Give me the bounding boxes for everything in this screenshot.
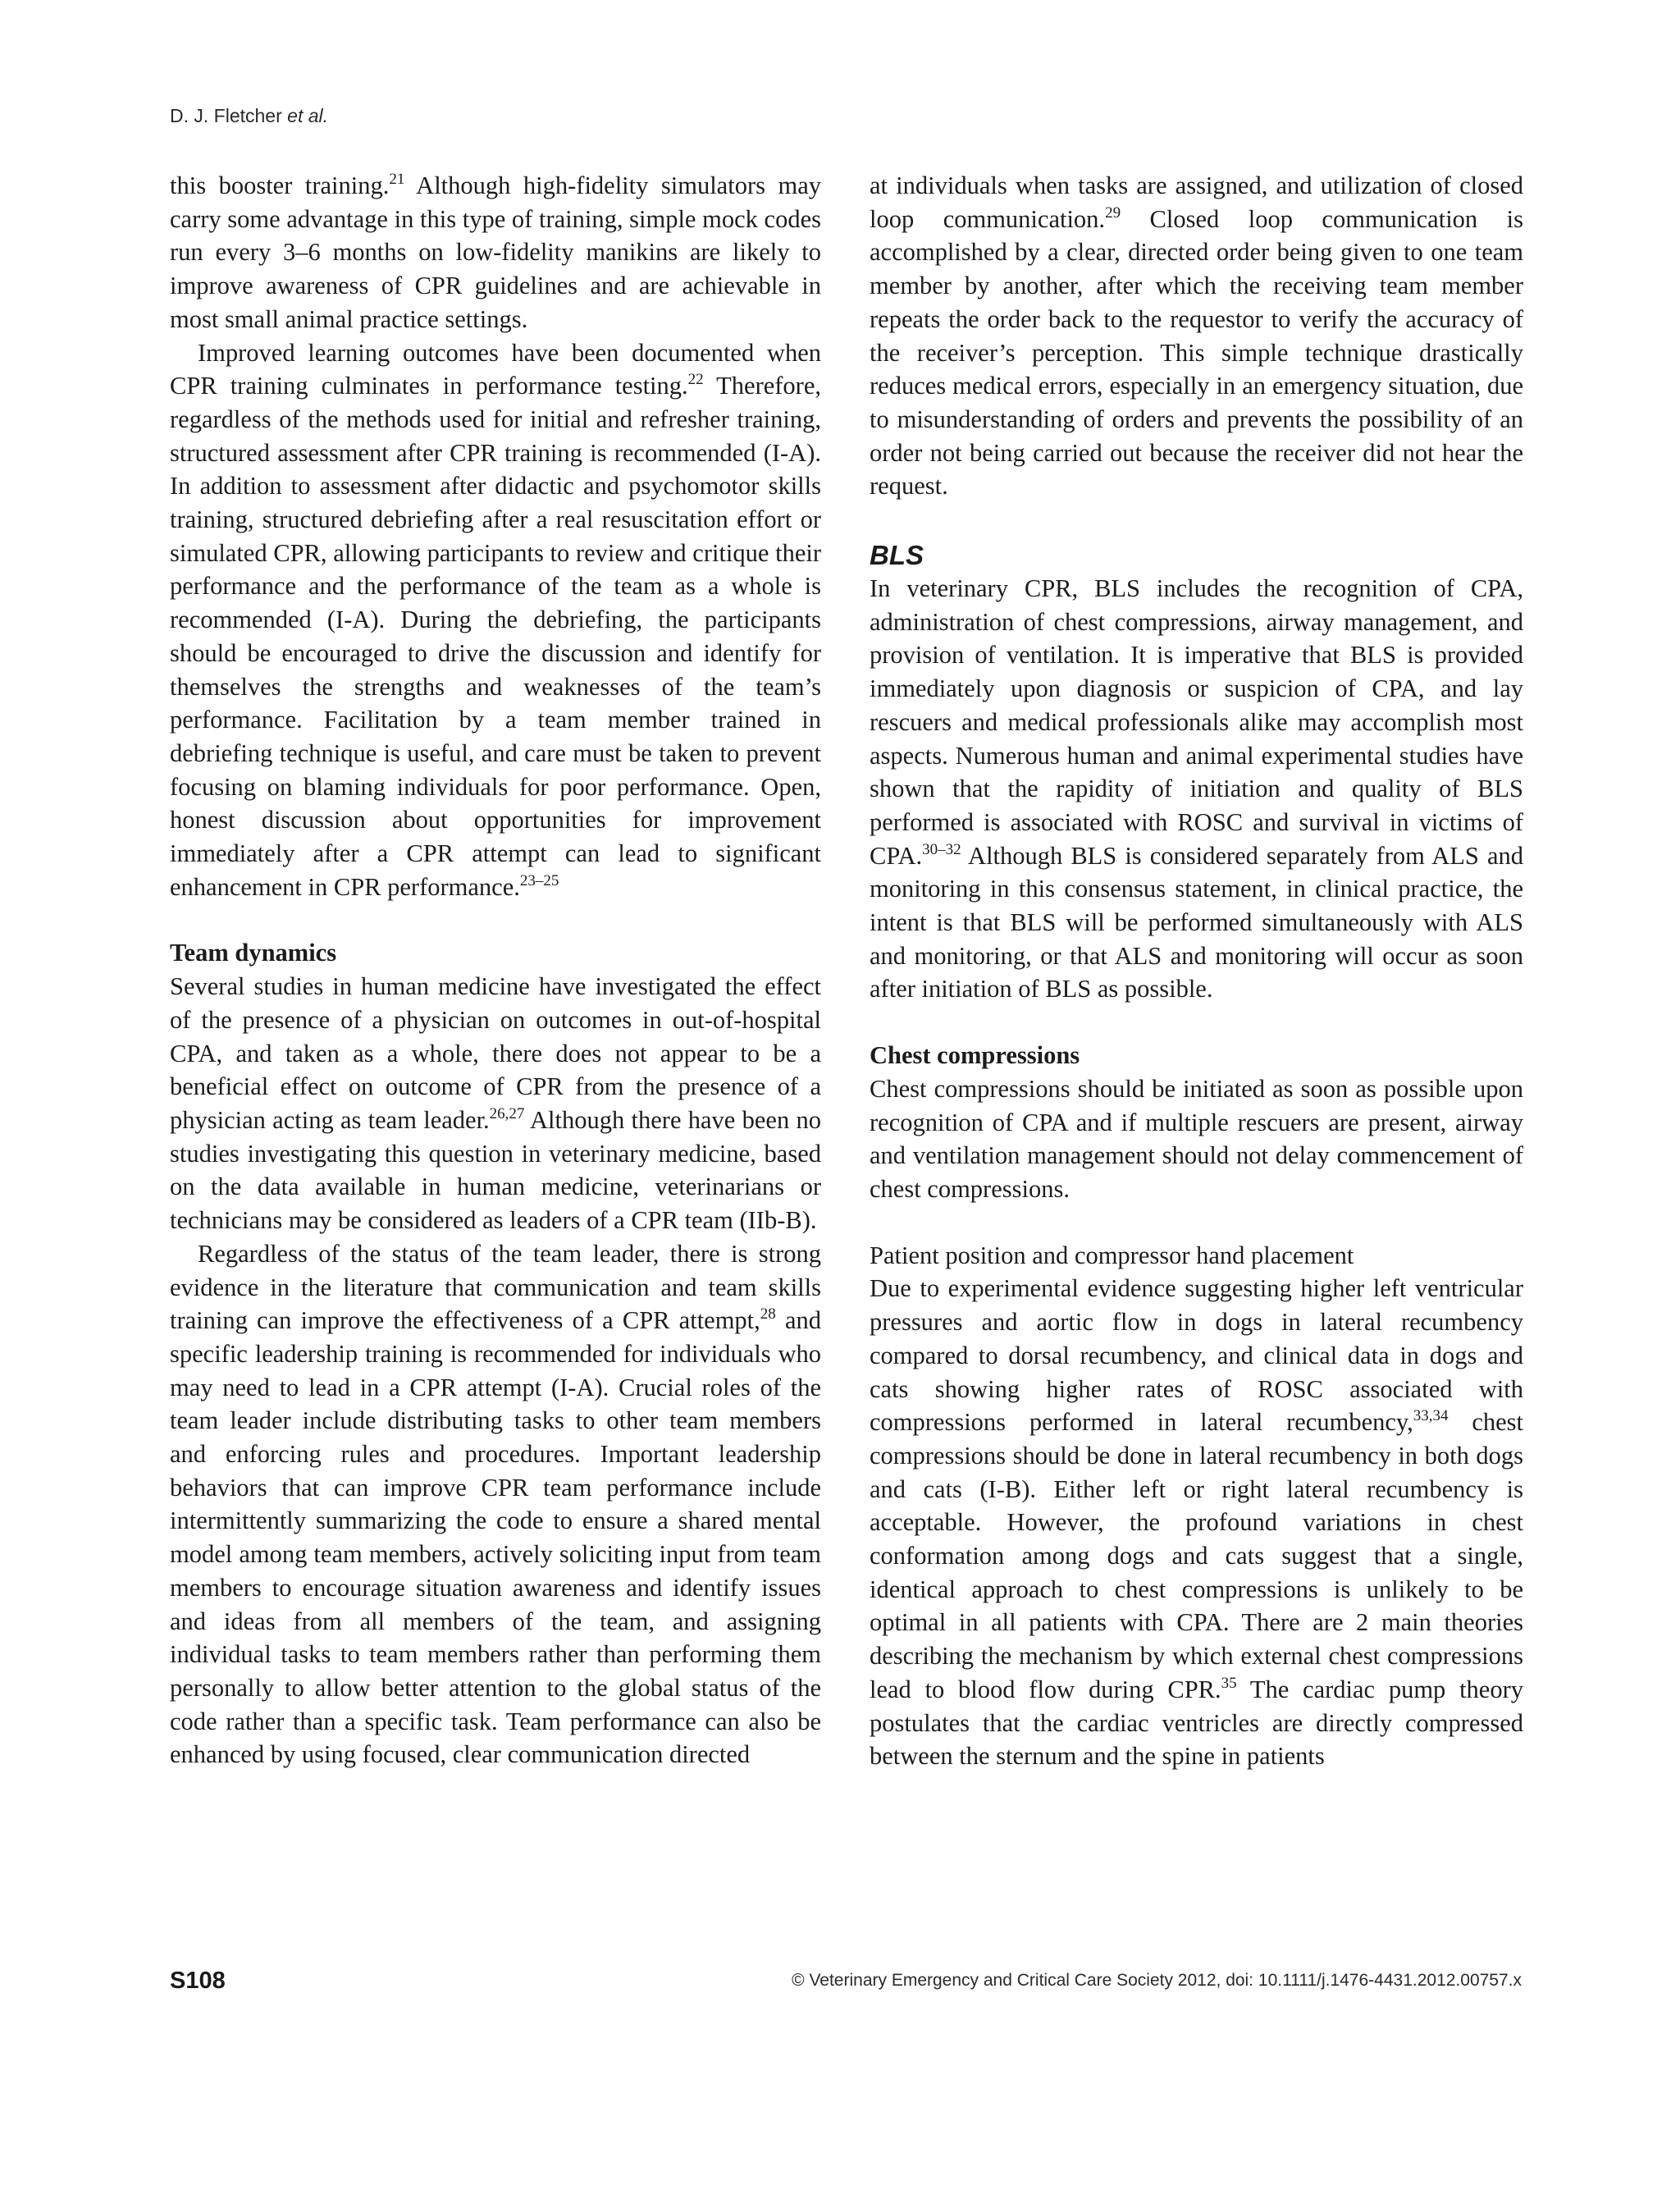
paragraph: In veterinary CPR, BLS includes the recognition of CPA, administration of chest compressions, airway management, and provision of ventilation. It is imperative that BLS is provided immediately upon diagnosis or suspicion of CPA, and lay rescuers and medical professionals alike may accomplish most aspects. Numerous human and animal experimental studies have shown that the rapidity of initiation and quality of BLS performed is associated with ROSC and survival in victims of CPA.$^{30-32}$ Although BLS is considered separately from ALS and monitoring in this consensus statement, in clinical practice, the intent is that BLS will be performed simultaneously with ALS and monitoring, or that ALS and monitoring will occur as soon after initiation of BLS as possible. [870,574,1523,1003]
citation[interactable]: 26,27 [489,1104,525,1122]
paragraph: Improved learning outcomes have been documented when CPR training culminates in performance testing.$^{22}$ Therefore, regardless of the methods used for initial and refresher training, structured assessment after CPR training is recommended (I-A). In addition to assessment after didactic and psychomotor skills training, structured debriefing after a real resuscitation effort or simulated CPR, allowing participants to review and critique their performance and the performance of the team as a whole is recommended (I-A). During the debriefing, the participants should be encouraged to drive the discussion and identify for themselves the strengths and weaknesses of the team’s performance. Facilitation by a team member trained in debriefing technique is useful, and care must be taken to prevent focusing on blaming individuals for poor performance. Open, honest discussion about opportunities for improvement immediately after a CPR attempt can lead to significant enhancement in CPR performance.$^{23-25}$ [170,338,821,901]
citation[interactable]: 22 [687,371,704,389]
paragraph: Due to experimental evidence suggesting higher left ventricular pressures and aortic flow in dogs in lateral recumbency compared to dorsal recumbency, and clinical data in dogs and cats showing higher rates of ROSC associated with compressions performed in lateral recumbency,$^{33,34}$ chest compressions should be done in lateral recumbency in both dogs and cats (I-B). Either left or right lateral recumbency is acceptable. However, the profound variations in chest conformation among dogs and cats suggest that a single, identical approach to chest compressions is unlikely to be optimal in all patients with CPA. There are 2 main theories describing the mechanism by which external chest compressions lead to blood flow during CPR.$^{35}$ The cardiac pump theory postulates that the cardiac ventricles are directly compressed between the sternum and the spine in patients [870,1274,1523,1771]
running-head [170,105,328,127]
paragraph: at individuals when tasks are assigned, and utilization of closed loop communication.$^{29}$ Closed loop communication is accomplished by a clear, directed order being given to one team member by another, after which the receiving team member repeats the order back to the requestor to verify the accuracy of the receiver’s perception. This simple technique drastically reduces medical errors, especially in an emergency situation, due to misunderstanding of orders and prevents the possibility of an order not being carried out because the receiver did not hear the request. [870,171,1523,501]
section-heading-bls: BLS [870,540,924,571]
citation[interactable]: 33,34 [1413,1407,1449,1425]
citation[interactable]: 23–25 [519,871,559,889]
left-column [170,169,821,1771]
citation[interactable]: 29 [1105,203,1121,222]
paragraph: Several studies in human medicine have investigated the effect of the presence of a physician on outcomes in out-of-hospital CPA, and taken as a whole, there does not appear to be a beneficial effect on outcome of CPR from the presence of a physician acting as team leader.$^{26,27}$ Although there have been no studies investigating this question in veterinary medicine, based on the data available in human medicine, veterinarians or technicians may be considered as leaders of a CPR team (IIb-B). [170,972,821,1235]
right-column [870,169,1523,1773]
citation[interactable]: 28 [760,1305,776,1323]
paragraph: Regardless of the status of the team leader, there is strong evidence in the literature that communication and team skills training can improve the effectiveness of a CPR attempt,$^{28}$ and specific leadership training is recommended for individuals who may need to lead in a CPR attempt (I-A). Crucial roles of the team leader include distributing tasks to other team members and enforcing rules and procedures. Important leadership behaviors that can improve CPR team performance include intermittently summarizing the code to ensure a shared mental model among team members, actively soliciting input from team members to encourage situation awareness and identify issues and ideas from all members of the team, and assigning individual tasks to team members rather than performing them personally to allow better attention to the global status of the code rather than a specific task. Team performance can also be enhanced by using focused, clear communication directed [170,1239,821,1769]
copyright-doi: © Veterinary Emergency and Critical Care Society 2012, doi: 10.1111/j.1476-4431.2012.00757.x [792,1971,1522,1990]
paragraph: Chest compressions should be initiated as soon as possible upon recognition of CPA and if multiple rescuers are present, airway and ventilation management should not delay commencement of chest compressions. [870,1074,1523,1203]
minor-heading-patient-position: Patient position and compressor hand placement [870,1241,1354,1269]
page-number: S108 [170,1968,226,1994]
paragraph: this booster training.$^{21}$ Although high-fidelity simulators may carry some advantage in this type of training, simple mock codes run every 3–6 months on low-fidelity manikins are likely to improve awareness of CPR guidelines and are achievable in most small animal practice settings. [170,171,821,333]
citation[interactable]: 35 [1221,1674,1237,1692]
citation[interactable]: 30–32 [922,840,961,858]
subsection-heading-chest-compressions: Chest compressions [870,1041,1080,1070]
subsection-heading-team-dynamics: Team dynamics [170,939,337,967]
author-name: D. J. Fletcher [170,105,282,126]
citation[interactable]: 21 [389,171,405,188]
et-al: et al. [287,105,329,126]
